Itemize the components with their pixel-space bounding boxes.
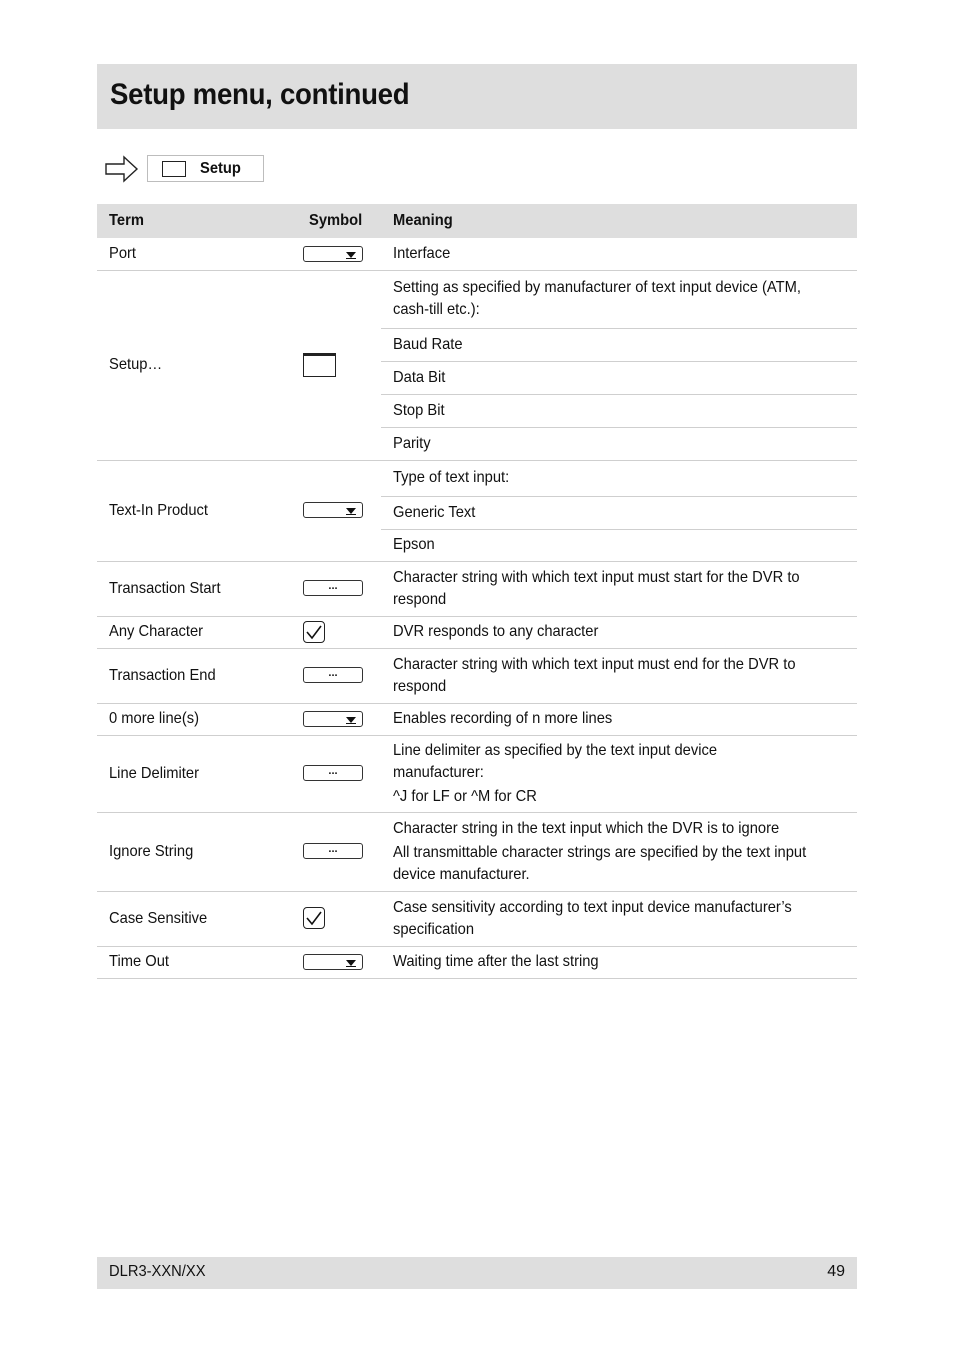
meaning-cell: Epson: [381, 529, 857, 561]
meaning-cell: Stop Bit: [381, 394, 857, 427]
table-row: [97, 460, 857, 496]
table-row: [97, 616, 857, 648]
table-row: [97, 270, 857, 328]
symbol-cell: [297, 812, 381, 891]
symbol-cell: [297, 270, 381, 460]
table-row: [97, 561, 857, 616]
term-cell: Setup…: [97, 270, 297, 460]
term-cell: Transaction Start: [97, 561, 297, 616]
symbol-cell: [297, 561, 381, 616]
term-cell: Case Sensitive: [97, 891, 297, 946]
ellipsis-button-icon: ...: [303, 843, 363, 859]
table-row: [97, 238, 857, 270]
meaning-cell: Generic Text: [381, 496, 857, 529]
meaning-cell: DVR responds to any character: [381, 616, 857, 648]
term-cell: Text-In Product: [97, 460, 297, 561]
page-number: 49: [827, 1263, 845, 1280]
term-cell: Transaction End: [97, 648, 297, 703]
setup-terms-table: [97, 204, 857, 979]
term-cell: Port: [97, 238, 297, 270]
arrow-right-icon: [105, 155, 139, 183]
symbol-cell: [297, 238, 381, 270]
symbol-cell: [297, 460, 381, 561]
header-meaning: Meaning: [381, 204, 857, 238]
table-row: [97, 703, 857, 735]
setup-menu-button: [147, 155, 264, 182]
meaning-cell: Line delimiter as specified by the text input device manufacturer: ^J for LF or ^M for CR: [381, 735, 857, 812]
checkbox-icon: [303, 907, 325, 929]
meaning-cell: Type of text input:: [381, 460, 857, 496]
meaning-cell: Enables recording of n more lines: [381, 703, 857, 735]
ellipsis-button-icon: ...: [303, 580, 363, 596]
symbol-cell: [297, 946, 381, 978]
window-icon: [303, 353, 336, 377]
dropdown-icon: [303, 502, 363, 518]
table-row: [97, 812, 857, 891]
symbol-cell: [297, 703, 381, 735]
table-row: [97, 735, 857, 812]
meaning-cell: Parity: [381, 427, 857, 460]
symbol-cell: [297, 735, 381, 812]
table-row: [97, 946, 857, 978]
meaning-cell: Waiting time after the last string: [381, 946, 857, 978]
meaning-cell: Case sensitivity according to text input device manufacturer’s specification: [381, 891, 857, 946]
meaning-cell: Interface: [381, 238, 857, 270]
page-footer: [97, 1257, 857, 1289]
meaning-cell: Setting as specified by manufacturer of text input device (ATM, cash-till etc.):: [381, 270, 857, 328]
term-cell: Line Delimiter: [97, 735, 297, 812]
term-cell: 0 more line(s): [97, 703, 297, 735]
model-number: DLR3-XXN/XX: [109, 1263, 206, 1280]
page-title-bar: [97, 64, 857, 129]
meaning-cell: Character string with which text input must end for the DVR to respond: [381, 648, 857, 703]
meaning-cell: Character string in the text input which the DVR is to ignore All transmittable character strings are specified by the text input device manufacturer.: [381, 812, 857, 891]
dropdown-icon: [303, 246, 363, 262]
checkbox-icon: [303, 621, 325, 643]
header-symbol: Symbol: [297, 204, 381, 238]
window-icon: [162, 161, 186, 177]
dropdown-icon: [303, 954, 363, 970]
table-row: [97, 891, 857, 946]
setup-menu-label: Setup: [200, 160, 241, 177]
term-cell: Ignore String: [97, 812, 297, 891]
meaning-cell: Baud Rate: [381, 328, 857, 361]
table-header-row: [97, 204, 857, 238]
header-term: Term: [97, 204, 297, 238]
dropdown-icon: [303, 711, 363, 727]
ellipsis-button-icon: ...: [303, 765, 363, 781]
meaning-cell: Data Bit: [381, 361, 857, 394]
meaning-cell: Character string with which text input must start for the DVR to respond: [381, 561, 857, 616]
symbol-cell: [297, 616, 381, 648]
page-title: Setup menu, continued: [110, 78, 410, 111]
symbol-cell: [297, 891, 381, 946]
table-row: [97, 648, 857, 703]
symbol-cell: [297, 648, 381, 703]
term-cell: Any Character: [97, 616, 297, 648]
term-cell: Time Out: [97, 946, 297, 978]
ellipsis-button-icon: ...: [303, 667, 363, 683]
